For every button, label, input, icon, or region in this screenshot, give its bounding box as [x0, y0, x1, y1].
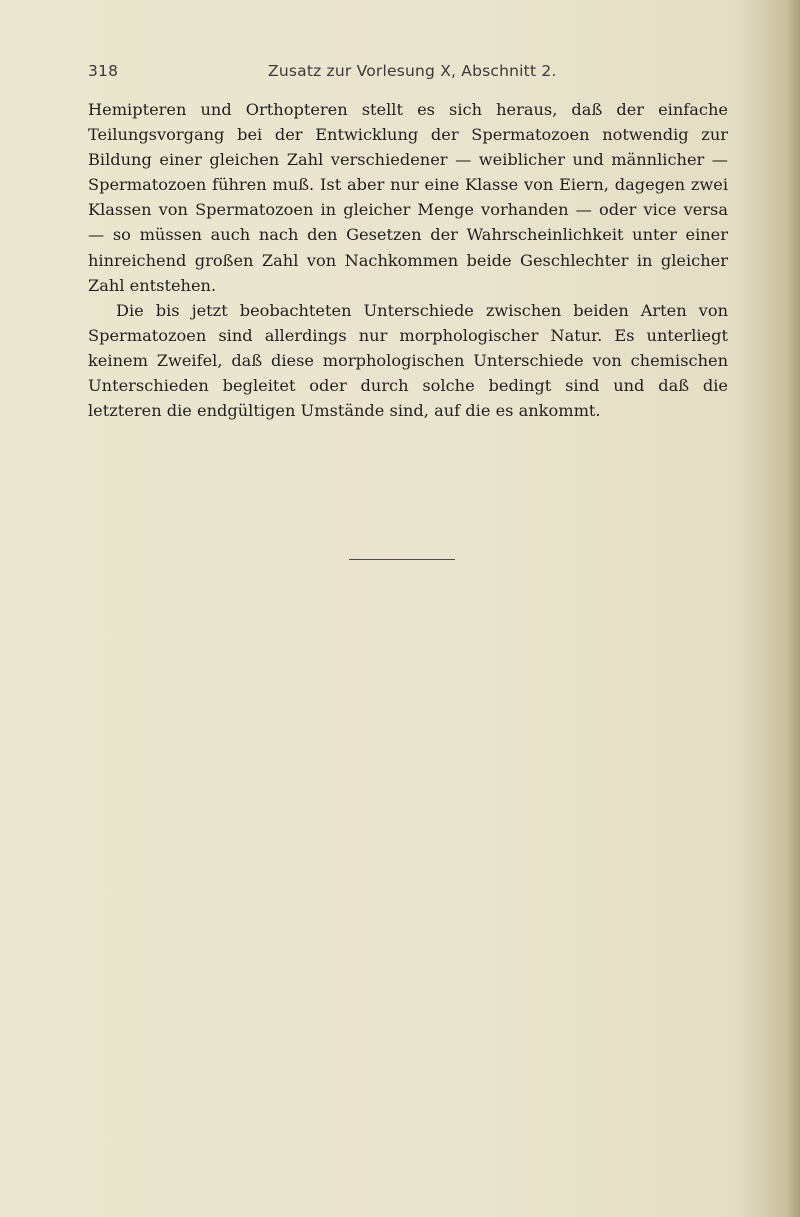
page-number: 318 — [88, 62, 119, 80]
running-title: Zusatz zur Vorlesung X, Abschnitt 2. — [268, 62, 557, 80]
paragraph-2: Die bis jetzt beobachteten Unterschiede zwischen beiden Arten von Spermatozoen sind allerdings nur morphologischer Natur. Es unterliegt keinem Zweifel, daß diese morphologischen Unterschiede von chemischen Unterschieden begleitet oder durch solche bedingt sind und daß die letzteren die endgültigen Umstände sind, auf die es ankommt. — [88, 300, 728, 421]
page-edge-shadow — [786, 0, 800, 1217]
body-text — [88, 97, 728, 423]
section-divider-rule — [349, 559, 455, 560]
page-header — [88, 62, 718, 86]
paragraph-1: Hemipteren und Orthopteren stellt es sich heraus, daß der einfache Teilungsvorgang bei der Entwicklung der Spermatozoen notwendig zur Bildung einer gleichen Zahl verschiedener — weiblicher und männlicher — Spermatozoen führen muß. Ist aber nur eine Klasse von Eiern, dagegen zwei Klassen von Spermatozoen in gleicher Menge vorhanden — oder vice versa — so müssen auch nach den Gesetzen der Wahrscheinlichkeit unter einer hinreichend großen Zahl von Nachkommen beide Geschlechter in gleicher Zahl entstehen. — [88, 100, 728, 295]
